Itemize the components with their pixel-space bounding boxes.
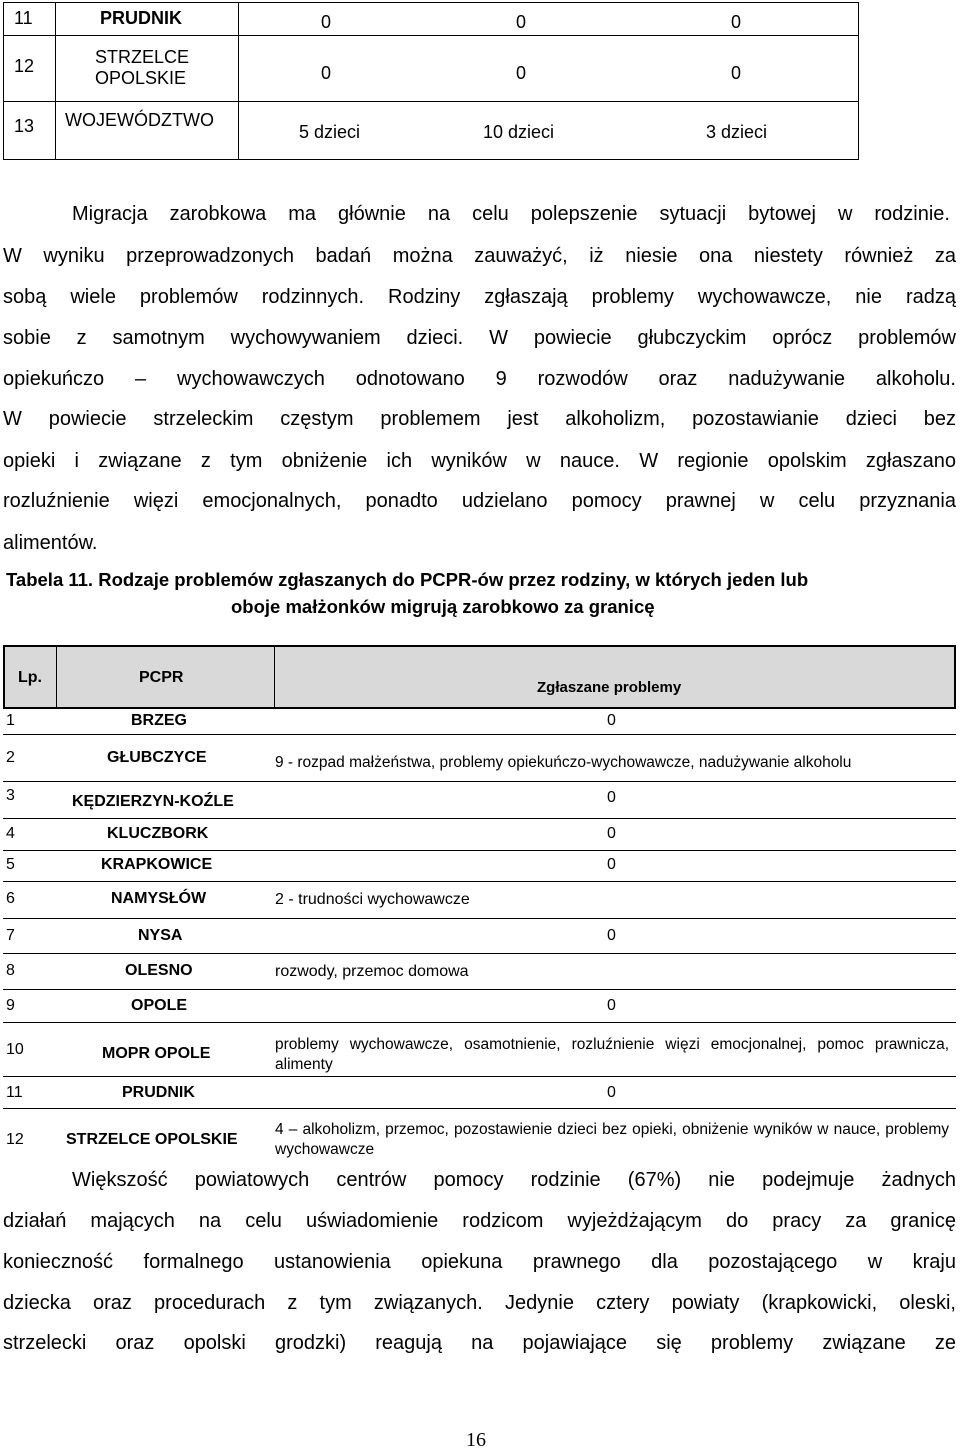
row-value: 10 dzieci — [483, 122, 555, 142]
table-caption-line: Tabela 11. Rodzaje problemów zgłaszanych do PCPR-ów przez rodziny, w których jeden lub — [6, 569, 809, 590]
header-pcpr: PCPR — [139, 669, 184, 686]
paragraph-line: rozluźnienie więzi emocjonalnych, ponadto udzielano pomocy prawnej w celu przyznania — [3, 490, 956, 512]
table-header — [3, 645, 956, 709]
row-pcpr: OPOLE — [131, 997, 188, 1014]
row-lp: 12 — [14, 56, 35, 76]
table-summary-continued — [3, 2, 859, 160]
row-value: 0 — [321, 63, 332, 83]
paragraph-line: W powiecie strzeleckim częstym problemem jest alkoholizm, pozostawianie dzieci bez — [3, 408, 956, 430]
paragraph-line: Migracja zarobkowa ma głównie na celu polepszenie sytuacji bytowej w rodzinie. — [72, 203, 950, 225]
paragraph-line: opiekuńczo – wychowawczych odnotowano 9 rozwodów oraz nadużywanie alkoholu. — [3, 368, 956, 390]
row-name: WOJEWÓDZTWO — [65, 110, 214, 130]
row-lp: 9 — [6, 997, 15, 1014]
row-value: 0 — [321, 12, 332, 32]
row-lp: 6 — [6, 890, 15, 907]
table-row — [3, 35, 859, 102]
paragraph-line: sobą wiele problemów rodzinnych. Rodziny zgłaszają problemy wychowawcze, nie radzą — [3, 286, 956, 308]
row-problem: 4 – alkoholizm, przemoc, pozostawienie dzieci bez opieki, obniżenie wyników w nauce, problemy wychowawcze — [275, 1121, 949, 1158]
row-problem: 0 — [607, 997, 616, 1014]
page-number: 16 — [466, 1429, 486, 1451]
paragraph-line: Większość powiatowych centrów pomocy rodzinie (67%) nie podejmuje żadnych — [72, 1169, 956, 1191]
row-problem: 0 — [607, 825, 616, 842]
row-value: 0 — [516, 63, 527, 83]
row-lp: 13 — [14, 116, 35, 136]
row-problem: 0 — [607, 856, 616, 873]
paragraph-line: dziecka oraz procedurach z tym związanych. Jedynie cztery powiaty (krapkowicki, oleski, — [3, 1292, 956, 1314]
row-value: 3 dzieci — [706, 122, 768, 142]
row-value: 0 — [516, 12, 527, 32]
row-pcpr: KĘDZIERZYN-KOŹLE — [72, 793, 234, 810]
paragraph-line: sobie z samotnym wychowywaniem dzieci. W powiecie głubczyckim oprócz problemów — [3, 327, 956, 349]
row-pcpr: GŁUBCZYCE — [107, 749, 207, 766]
row-name: PRUDNIK — [100, 8, 183, 28]
paragraph-line: działań mających na celu uświadomienie rodzicom wyjeżdżającym do pracy za granicę — [3, 1210, 956, 1232]
row-problem: 0 — [607, 927, 616, 944]
paragraph-line: strzelecki oraz opolski grodzki) reagują na pojawiające się problemy związane ze — [3, 1332, 956, 1354]
header-lp: Lp. — [18, 669, 42, 686]
row-lp: 3 — [6, 787, 15, 804]
paragraph-line: W wyniku przeprowadzonych badań można zauważyć, iż niesie ona niestety również za — [3, 245, 956, 267]
row-value: 0 — [731, 12, 742, 32]
row-lp: 4 — [6, 825, 15, 842]
table-row — [3, 102, 859, 160]
row-lp: 5 — [6, 856, 15, 873]
row-pcpr: KRAPKOWICE — [101, 856, 213, 873]
row-problem: 9 - rozpad małżeństwa, problemy opiekuńczo-wychowawcze, nadużywanie alkoholu — [275, 754, 852, 771]
row-pcpr: NYSA — [138, 927, 183, 944]
row-lp: 12 — [6, 1131, 24, 1148]
paragraph-line: alimentów. — [3, 532, 98, 554]
row-pcpr: KLUCZBORK — [107, 825, 209, 842]
row-pcpr: OLESNO — [125, 962, 193, 979]
row-problem: problemy wychowawcze, osamotnienie, rozluźnienie więzi emocjonalnej, pomoc prawnicza, alimenty — [275, 1036, 949, 1073]
row-lp: 11 — [6, 1084, 23, 1101]
paragraph-line: opieki i związane z tym obniżenie ich wyników w nauce. W regionie opolskim zgłaszano — [3, 450, 956, 472]
table-caption-line: oboje małżonków migrują zarobkowo za granicę — [231, 596, 655, 617]
row-lp: 7 — [6, 927, 15, 944]
row-pcpr: NAMYSŁÓW — [111, 890, 207, 907]
table-row — [3, 2, 859, 36]
row-problem: 0 — [607, 712, 616, 729]
table-problems-by-pcpr — [3, 645, 956, 1166]
row-lp: 2 — [6, 749, 15, 766]
row-lp: 1 — [6, 712, 15, 729]
row-pcpr: PRUDNIK — [122, 1084, 195, 1101]
row-problem: 2 - trudności wychowawcze — [275, 891, 470, 908]
header-problems: Zgłaszane problemy — [537, 679, 682, 696]
row-problem: 0 — [607, 1084, 616, 1101]
row-name: STRZELCE OPOLSKIE — [95, 47, 190, 88]
row-pcpr: MOPR OPOLE — [102, 1045, 211, 1062]
row-pcpr: STRZELCE OPOLSKIE — [66, 1131, 238, 1148]
row-problem: rozwody, przemoc domowa — [275, 963, 469, 980]
row-lp: 8 — [6, 962, 15, 979]
row-value: 5 dzieci — [299, 122, 361, 142]
row-lp: 11 — [14, 8, 33, 28]
row-pcpr: BRZEG — [131, 712, 187, 729]
row-value: 0 — [731, 63, 742, 83]
row-problem: 0 — [607, 789, 616, 806]
paragraph-line: konieczność formalnego ustanowienia opiekuna prawnego dla pozostającego w kraju — [3, 1251, 956, 1273]
row-lp: 10 — [6, 1041, 24, 1058]
